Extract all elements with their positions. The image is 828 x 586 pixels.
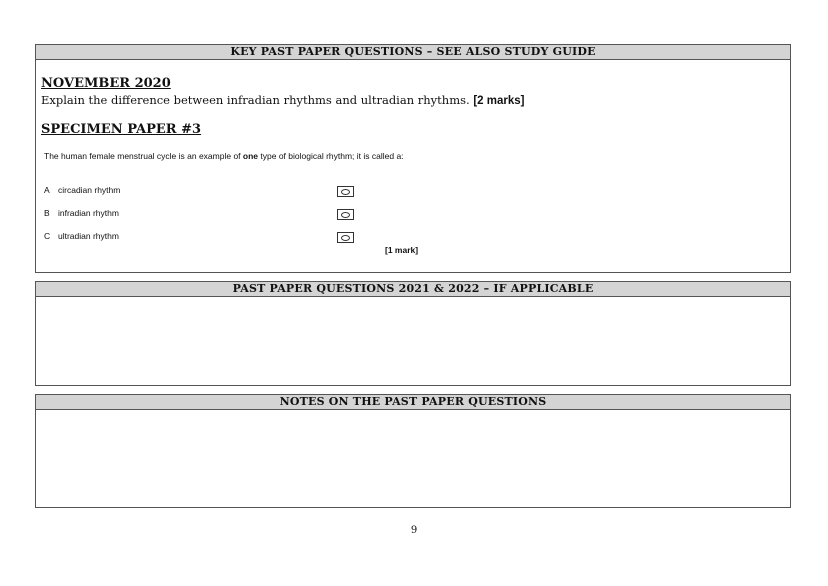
notes-section <box>35 394 791 508</box>
option-text: infradian rhythm <box>58 208 119 218</box>
option-b-radio[interactable] <box>337 209 354 220</box>
specimen-paper-heading: SPECIMEN PAPER #3 <box>41 122 202 137</box>
stem-text-bold: one <box>242 151 259 161</box>
section-header: NOTES ON THE PAST PAPER QUESTIONS <box>36 395 790 410</box>
section-header: PAST PAPER QUESTIONS 2021 & 2022 – IF APPLICABLE <box>36 282 790 297</box>
section-header: KEY PAST PAPER QUESTIONS – SEE ALSO STUDY GUIDE <box>36 45 790 60</box>
november-question <box>41 93 524 107</box>
option-text: circadian rhythm <box>58 185 121 195</box>
radio-circle-icon <box>341 189 350 195</box>
november-marks: [2 marks] <box>473 95 525 107</box>
specimen-marks: [1 mark] <box>385 245 419 255</box>
option-c-radio[interactable] <box>337 232 354 243</box>
key-past-paper-questions-section <box>35 44 791 273</box>
option-a-radio[interactable] <box>337 186 354 197</box>
option-letter: B <box>44 208 50 218</box>
option-letter: A <box>44 185 50 195</box>
option-c <box>44 231 119 241</box>
option-a <box>44 185 120 195</box>
november-question-text: Explain the difference between infradian rhythms and ultradian rhythms. <box>41 93 470 107</box>
option-b <box>44 208 119 218</box>
stem-text-after: type of biological rhythm; it is called a: <box>258 151 404 161</box>
option-text: ultradian rhythm <box>58 231 119 241</box>
past-paper-2021-2022-section <box>35 281 791 386</box>
radio-circle-icon <box>341 212 350 218</box>
radio-circle-icon <box>341 235 350 241</box>
stem-text-before: The human female menstrual cycle is an example of <box>44 151 243 161</box>
november-2020-heading: NOVEMBER 2020 <box>41 76 171 91</box>
specimen-question-stem <box>44 151 464 162</box>
option-letter: C <box>44 231 51 241</box>
page-number: 9 <box>410 525 418 536</box>
